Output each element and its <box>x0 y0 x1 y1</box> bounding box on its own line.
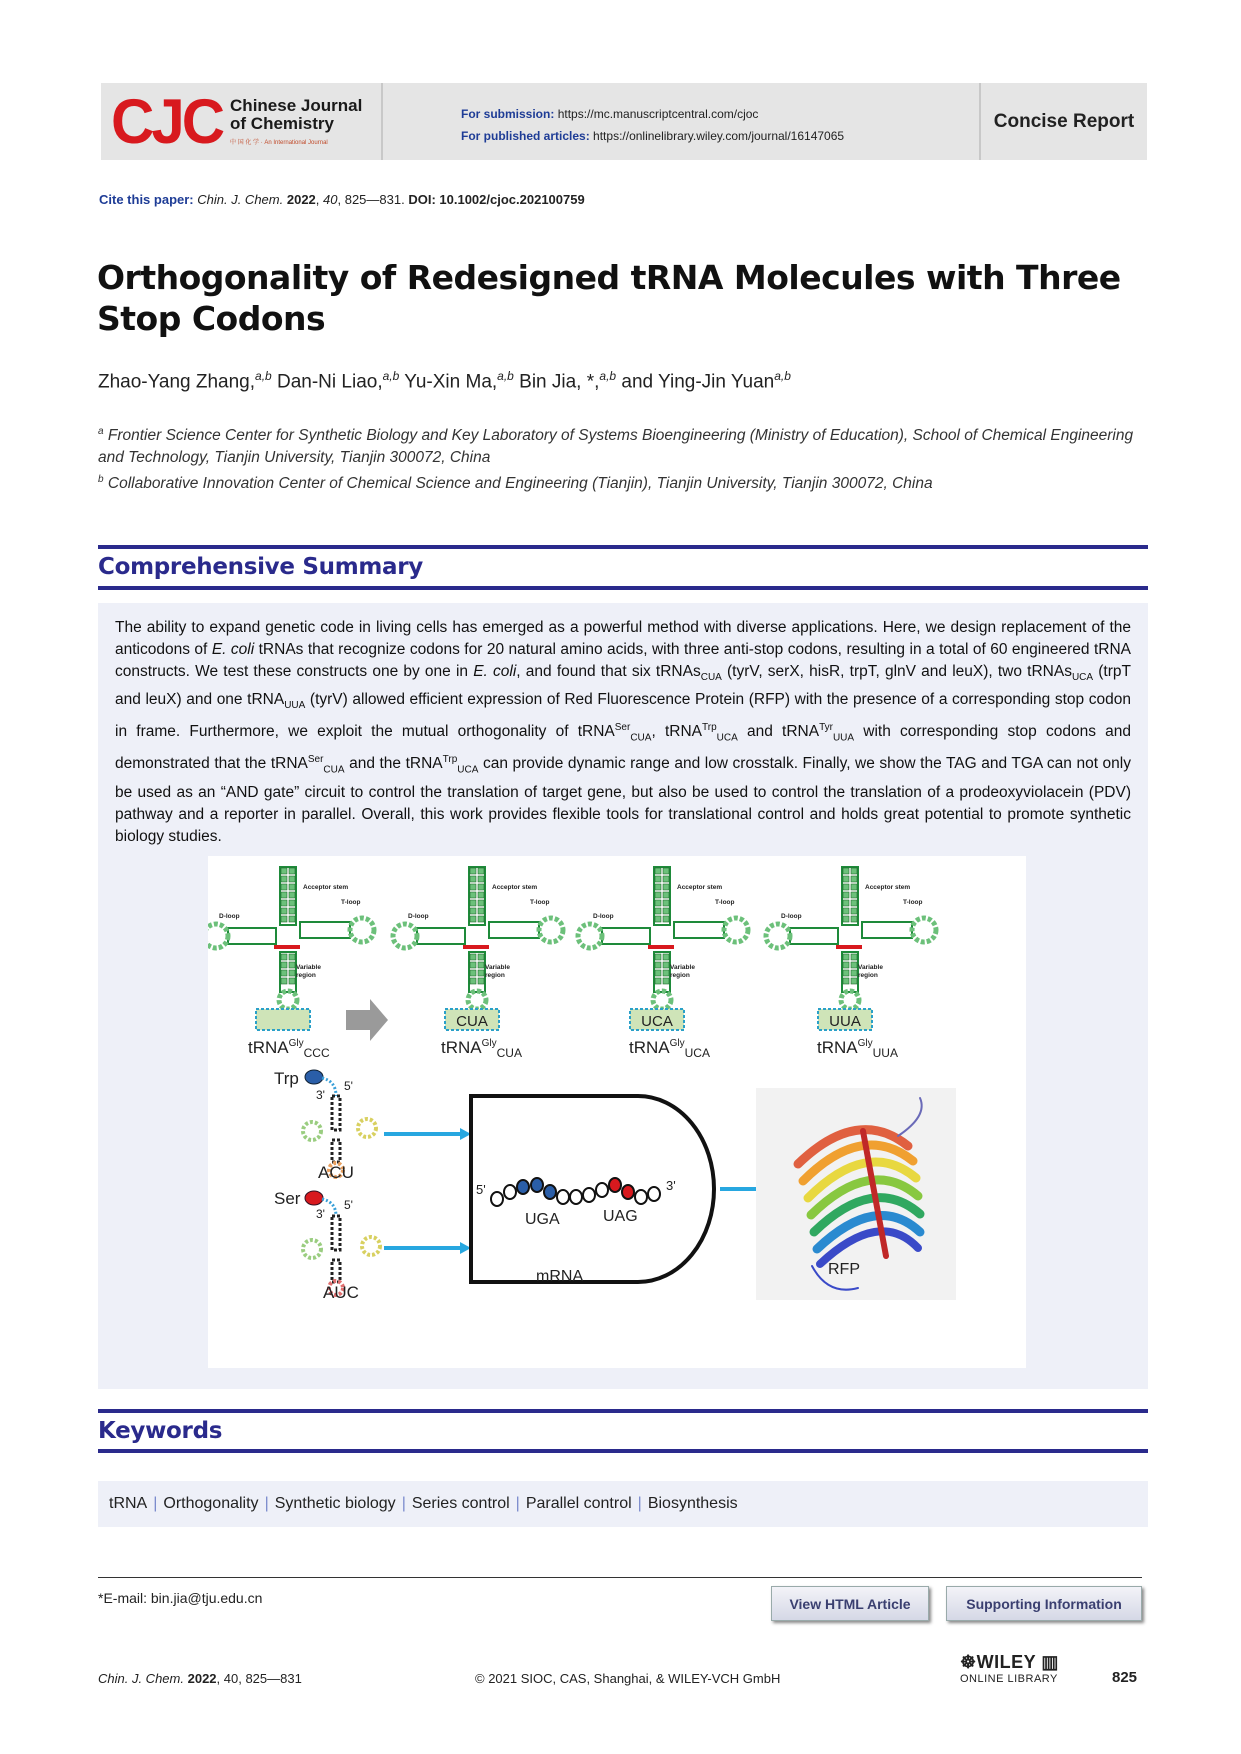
trna-structure-2 <box>393 867 563 1030</box>
acceptor-stem-label: Acceptor stem <box>492 884 538 891</box>
journal-logo[interactable] <box>101 83 383 160</box>
corresponding-email[interactable]: *E-mail: bin.jia@tju.edu.cn <box>98 1590 263 1606</box>
trp-label: Trp <box>274 1069 299 1088</box>
author-aff: a,b <box>599 369 617 383</box>
published-link[interactable]: https://onlinelibrary.wiley.com/journal/16147065 <box>593 129 845 143</box>
d-loop-label: D-loop <box>219 913 240 920</box>
keyword: Synthetic biology <box>274 1495 396 1512</box>
wiley-logo[interactable] <box>960 1652 1059 1685</box>
submission-label: For submission <box>461 107 551 121</box>
trna-label-1: tRNA$^{Gly}_{CCC}$ <box>248 1038 330 1060</box>
author: Zhao-Yang Zhang, <box>98 371 256 393</box>
mrna-label: mRNA <box>536 1268 584 1285</box>
acceptor-stem-label: Acceptor stem <box>677 884 723 891</box>
author-aff: a,b <box>774 369 791 383</box>
author-aff: a,b <box>382 369 400 383</box>
paper-title: Orthogonality of Redesigned tRNA Molecules with Three Stop Codons <box>97 258 1121 338</box>
footer-vol-pages: , 40, 825—831 <box>216 1671 302 1686</box>
article-type: Concise Report <box>979 83 1147 160</box>
affiliation: Collaborative Innovation Center of Chemical Science and Engineering (Tianjin), Tianjin University, Tianjin 300072, China <box>107 475 933 493</box>
author: Yu-Xin Ma, <box>404 371 498 393</box>
region-label: region <box>858 972 878 979</box>
variable-label: Variable <box>296 964 321 971</box>
gray-arrow-icon <box>346 999 388 1041</box>
keyword: Series control <box>411 1495 510 1512</box>
anticodon-label: UUA <box>829 1013 861 1030</box>
variable-label: Variable <box>858 964 883 971</box>
affil-mark: a <box>98 426 104 437</box>
author: Bin Jia, *, <box>519 371 600 393</box>
prime5-label: 5' <box>344 1198 353 1212</box>
summary-box <box>98 603 1148 1389</box>
trna-structure-3 <box>578 867 748 1030</box>
trna-structure-4 <box>766 867 936 1030</box>
region-label: region <box>485 972 505 979</box>
trp-trna <box>274 1069 376 1182</box>
trna-label-4: tRNA$^{Gly}_{UUA}$ <box>817 1038 898 1060</box>
anticodon-label: UCA <box>641 1013 673 1030</box>
d-loop-label: D-loop <box>408 913 429 920</box>
cite-volume: 40 <box>323 192 338 207</box>
trna-label-2: tRNA$^{Gly}_{CUA}$ <box>441 1038 522 1060</box>
uag-label: UAG <box>603 1208 638 1225</box>
wiley-icon: ☸ <box>960 1652 977 1672</box>
ser-label: Ser <box>274 1189 301 1208</box>
trna-structure-1 <box>208 867 374 1030</box>
cite-journal: Chin. J. Chem. <box>197 192 284 207</box>
cite-pages: 825—831. <box>344 192 405 207</box>
acceptor-stem-label: Acceptor stem <box>865 884 911 891</box>
keywords-heading: Keywords <box>98 1418 223 1444</box>
author: and Ying-Jin Yuan <box>621 371 775 393</box>
logo-mark: CJC <box>111 85 223 157</box>
published-label: For published articles <box>461 129 586 143</box>
variable-label: Variable <box>485 964 510 971</box>
d-loop-label: D-loop <box>593 913 614 920</box>
logo-line1: Chinese Journal <box>230 96 363 115</box>
cite-label: Cite this paper: <box>99 192 194 207</box>
footer-copyright: © 2021 SIOC, CAS, Shanghai, & WILEY-VCH GmbH <box>475 1671 781 1686</box>
view-html-button[interactable]: View HTML Article <box>771 1586 929 1621</box>
cite-doi[interactable]: DOI: 10.1002/cjoc.202100759 <box>408 192 585 207</box>
footer-citation <box>98 1671 302 1686</box>
author-list <box>98 369 791 393</box>
author-aff: a,b <box>497 369 514 383</box>
graphical-abstract <box>208 856 1026 1368</box>
footer-journal: Chin. J. Chem. <box>98 1671 184 1686</box>
library-books-icon: ▥ <box>1035 1652 1059 1672</box>
summary-heading-bar <box>98 545 1148 590</box>
footnote-rule <box>98 1577 1142 1578</box>
ser-trna <box>274 1189 380 1302</box>
keywords-heading-bar <box>98 1409 1148 1453</box>
affil-mark: b <box>98 474 104 486</box>
acceptor-stem-label: Acceptor stem <box>303 884 349 891</box>
footer-year: 2022 <box>187 1671 217 1686</box>
summary-text: The ability to expand genetic code in living cells has emerged as a powerful method with diverse applications. Here, we design replacement of the anticodons of E. coli tRNAs that recognize codons for 20 natural amino acids, with three anti-stop codons, resulting in a total of 60 engineered tRNA constructs. We test these constructs one by one in E. coli, and found that six tRNAs$_{CUA}$ (tyrV, serX, hisR, trpT, glnV and leuX), two tRNAs$_{UCA}$ (trpT and leuX) and one tRNA$_{UUA}$ (tyrV) allowed efficient expression of Red Fluorescence Protein (RFP) with the presence of a corresponding stop codon in frame. Furthermore, we exploit the mutual orthogonality of tRNA$^{Ser}_{CUA}$, tRNA$^{Trp}_{UCA}$ and tRNA$^{Tyr}_{UUA}$ with corresponding stop codons and demonstrated that the tRNA$^{Ser}_{CUA}$ and the tRNA$^{Trp}_{UCA}$ can provide dynamic range and low crosstalk. Finally, we show the TAG and TGA can not only be used as an “AND gate” circuit to control the translation of target gene, but also be used to control the translation of a prodeoxyviolacein (PDV) pathway and a reporter in parallel. Overall, this work provides flexible tools for translational control and holds great potential to promote synthetic biology studies. <box>115 619 1132 845</box>
keyword: Orthogonality <box>163 1495 259 1512</box>
wiley-sub: ONLINE LIBRARY <box>960 1673 1058 1685</box>
prime3-label: 3' <box>316 1088 325 1102</box>
uga-label: UGA <box>525 1211 560 1228</box>
prime5-label: 5' <box>476 1182 486 1197</box>
journal-links: For submission: https://mc.manuscriptcentral.com/cjoc For published articles: https://onlinelibrary.wiley.com/journal/16147065 <box>461 107 845 143</box>
cite-year: 2022 <box>286 192 316 207</box>
logo-tagline: 中 国 化 学 · An International Journal <box>230 140 328 146</box>
summary-heading: Comprehensive Summary <box>98 554 423 580</box>
t-loop-label: T-loop <box>715 899 735 906</box>
variable-label: Variable <box>670 964 695 971</box>
prime3-label: 3' <box>666 1178 676 1193</box>
t-loop-label: T-loop <box>341 899 361 906</box>
journal-header <box>101 83 1147 160</box>
affiliation: Frontier Science Center for Synthetic Biology and Key Laboratory of Systems Bioengineering (Ministry of Education), School of Chemical Engineering and Technology, Tianjin University, Tianjin 300072, China <box>98 427 1134 467</box>
supporting-info-button[interactable]: Supporting Information <box>946 1586 1142 1621</box>
anticodon-label: CUA <box>456 1013 488 1030</box>
author: Dan-Ni Liao, <box>277 371 383 393</box>
region-label: region <box>670 972 690 979</box>
keywords-box: tRNA | Orthogonality | Synthetic biology | Series control | Parallel control | Biosynthesis <box>98 1481 1148 1527</box>
d-loop-label: D-loop <box>781 913 802 920</box>
t-loop-label: T-loop <box>530 899 550 906</box>
logo-line2: of Chemistry <box>230 114 334 133</box>
acu-label: ACU <box>318 1163 354 1182</box>
keyword: tRNA <box>109 1495 148 1512</box>
keyword: Biosynthesis <box>647 1495 738 1512</box>
rfp-label: RFP <box>828 1261 860 1278</box>
auc-label: AUC <box>323 1283 359 1302</box>
page-number: 825 <box>1112 1669 1138 1686</box>
trna-label-3: tRNA$^{Gly}_{UCA}$ <box>629 1038 710 1060</box>
t-loop-label: T-loop <box>903 899 923 906</box>
prime5-label: 5' <box>344 1079 353 1093</box>
affiliations <box>98 421 1148 495</box>
submission-link[interactable]: https://mc.manuscriptcentral.com/cjoc <box>557 107 759 121</box>
region-label: region <box>296 972 316 979</box>
author-aff: a,b <box>255 369 272 383</box>
cite-line: Cite this paper: Chin. J. Chem. 2022, 40, 825—831. DOI: 10.1002/cjoc.202100759 <box>99 192 585 207</box>
keyword: Parallel control <box>525 1495 632 1512</box>
wiley-word: WILEY <box>976 1652 1036 1672</box>
prime3-label: 3' <box>316 1207 325 1221</box>
